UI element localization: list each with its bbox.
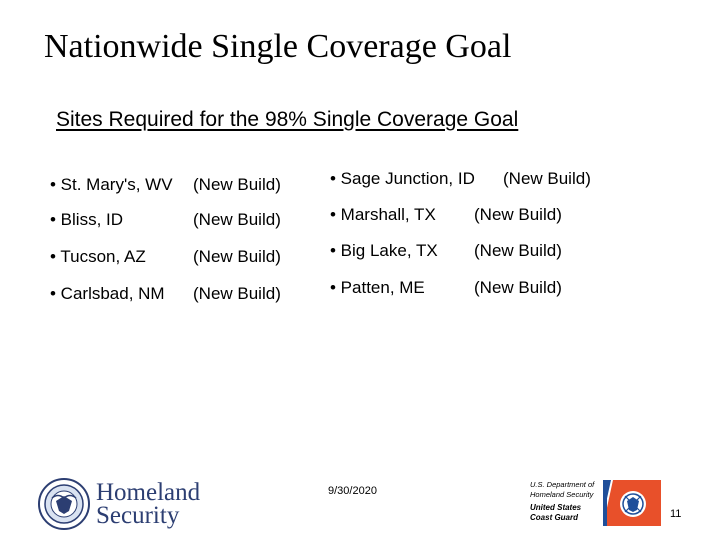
site-status: (New Build) xyxy=(474,241,562,260)
site-status: (New Build) xyxy=(193,284,281,303)
dhs-dept-line1: U.S. Department of xyxy=(530,480,595,489)
slide-title: Nationwide Single Coverage Goal xyxy=(44,28,512,65)
site-name: • Tucson, AZ xyxy=(50,247,146,266)
uscg-line1: United States xyxy=(530,503,582,512)
uscg-line2: Coast Guard xyxy=(530,513,579,522)
site-name: • Bliss, ID xyxy=(50,210,124,229)
site-status: (New Build) xyxy=(474,205,562,224)
site-name: • Big Lake, TX xyxy=(330,241,438,260)
site-name: • Sage Junction, ID xyxy=(330,169,475,188)
site-status: (New Build) xyxy=(474,278,562,297)
dhs-dept-line2: Homeland Security xyxy=(530,490,594,499)
site-name: • Marshall, TX xyxy=(330,205,436,224)
site-name: • Carlsbad, NM xyxy=(50,284,165,303)
coast-guard-racing-stripe-icon xyxy=(603,480,661,526)
slide-subtitle: Sites Required for the 98% Single Coverage Goal xyxy=(56,108,519,131)
site-status: (New Build) xyxy=(193,247,281,266)
site-name: • Patten, ME xyxy=(330,278,425,297)
homeland-wordmark-line1: Homeland xyxy=(96,479,201,506)
homeland-wordmark-line2: Security xyxy=(96,502,180,529)
site-status: (New Build) xyxy=(193,175,281,194)
site-status: (New Build) xyxy=(503,169,591,188)
page-number: 11 xyxy=(670,508,682,520)
site-status: (New Build) xyxy=(193,210,281,229)
footer-date: 9/30/2020 xyxy=(328,485,377,497)
dhs-seal-icon xyxy=(38,478,90,530)
site-name: • St. Mary's, WV xyxy=(50,175,173,194)
